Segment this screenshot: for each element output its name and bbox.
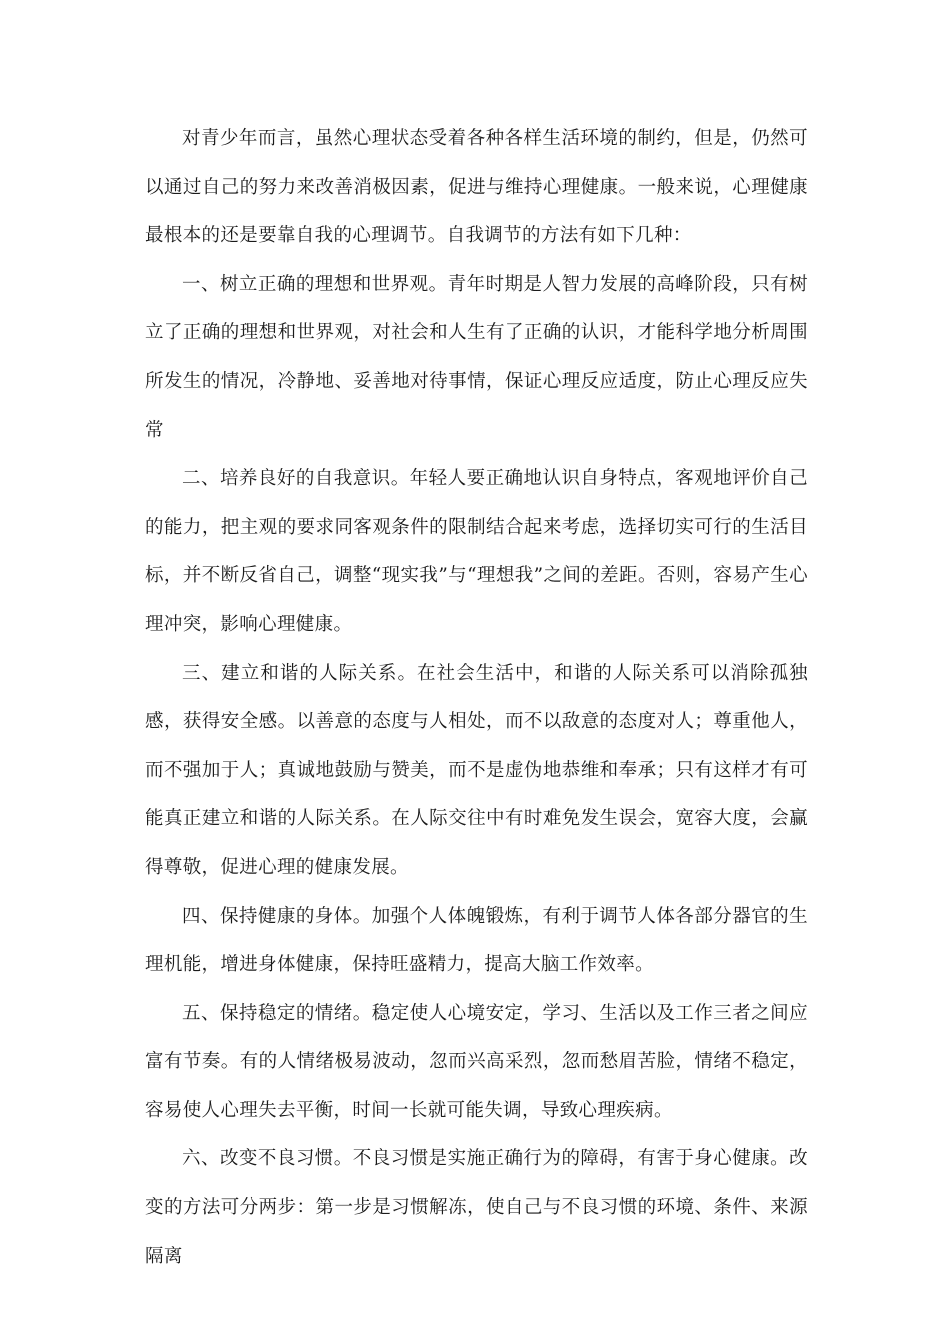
paragraph-relationships: 三、建立和谐的人际关系。在社会生活中，和谐的人际关系可以消除孤独感，获得安全感。以善意的态度与人相处，而不以敌意的态度对人；尊重他人，而不强加于人；真诚地鼓励与赞美，而不是虚伪地恭维和奉承；只有这样才有可能真正建立和谐的人际关系。在人际交往中有时难免发生误会，宽容大度，会赢得尊敬，促进心理的健康发展。 xyxy=(145,662,808,878)
paragraph-self-awareness: 二、培养良好的自我意识。年轻人要正确地认识自身特点，客观地评价自己的能力，把主观的要求同客观条件的限制结合起来考虑，选择切实可行的生活目标，并不断反省自己，调整“现实我”与“理想我”之间的差距。否则，容易产生心理冲突，影响心理健康。 xyxy=(145,468,808,635)
paragraph-ideals-worldview: 一、树立正确的理想和世界观。青年时期是人智力发展的高峰阶段，只有树立了正确的理想和世界观，对社会和人生有了正确的认识，才能科学地分析周围所发生的情况，冷静地、妥善地对待事情，保证心理反应适度，防止心理反应失常 xyxy=(145,273,808,441)
paragraph-emotional-stability: 五、保持稳定的情绪。稳定使人心境安定，学习、生活以及工作三者之间应富有节奏。有的人情绪极易波动，忽而兴高采烈，忽而愁眉苦脸，情绪不稳定，容易使人心理失去平衡，时间一长就可能失调，导致心理疾病。 xyxy=(145,1002,808,1121)
paragraph-physical-health: 四、保持健康的身体。加强个人体魄锻炼，有利于调节人体各部分器官的生理机能，增进身体健康，保持旺盛精力，提高大脑工作效率。 xyxy=(145,905,808,976)
paragraph-intro: 对青少年而言，虽然心理状态受着各种各样生活环境的制约，但是，仍然可以通过自己的努力来改善消极因素，促进与维持心理健康。一般来说，心理健康最根本的还是要靠自我的心理调节。自我调节的方法有如下几种： xyxy=(145,128,808,247)
paragraph-habits: 六、改变不良习惯。不良习惯是实施正确行为的障碍，有害于身心健康。改变的方法可分两步：第一步是习惯解冻，使自己与不良习惯的环境、条件、来源隔离 xyxy=(145,1148,808,1267)
document-body xyxy=(145,115,808,1281)
